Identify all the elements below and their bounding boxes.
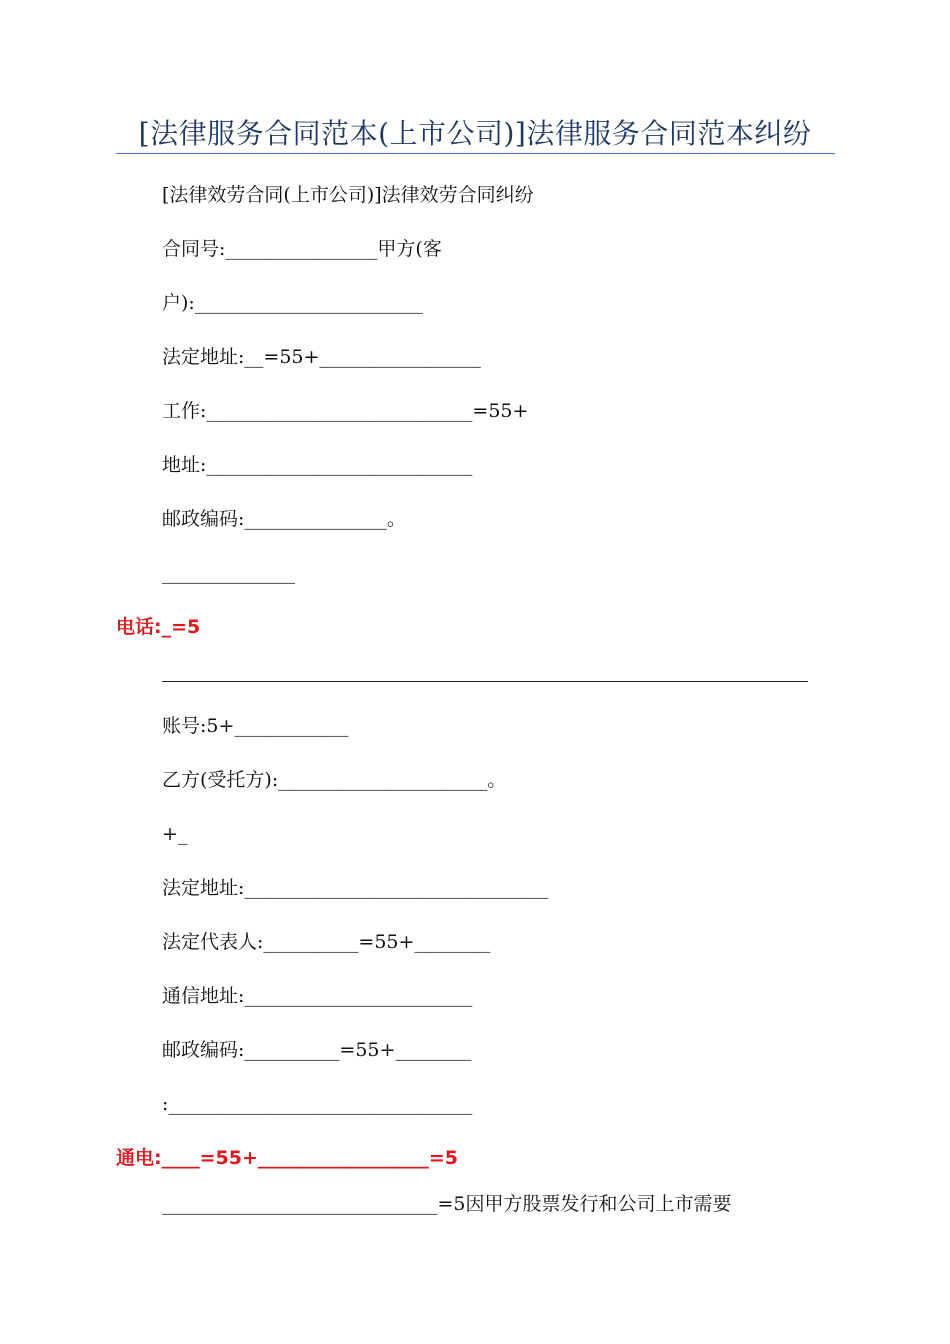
purpose-line: _____________________________=5因甲方股票发行和公司上市需要 [162,1193,732,1215]
contract-number-line: 合同号:________________甲方(客 [162,238,442,260]
blank-line: ______________ [162,562,295,584]
blank-rule [162,681,808,682]
party-b-line: 乙方(受托方):______________________。 [162,769,507,791]
postal-code-b-line: 邮政编码:__________=55+________ [162,1039,472,1061]
legal-representative-line: 法定代表人:__________=55+________ [162,931,491,953]
legal-address-line: 法定地址:__=55+_________________ [162,346,481,368]
plus-line: +_ [162,823,188,845]
work-line: 工作:____________________________=55+ [162,400,529,422]
account-line: 账号:5+____________ [162,715,349,737]
document-title: [法律服务合同范本(上市公司)]法律服务合同范本纠纷 [138,117,812,150]
client-line: 户):________________________ [162,292,423,314]
address-line: 地址:____________________________ [162,454,473,476]
title-underline [116,153,835,154]
telecom-line: 通电:____=55+__________________=5 [116,1147,459,1169]
legal-address-b-line: 法定地址:________________________________ [162,877,549,899]
subtitle-line: [法律效劳合同(上市公司)]法律效劳合同纠纷 [162,184,534,206]
mailing-address-line: 通信地址:________________________ [162,985,473,1007]
postal-code-line: 邮政编码:_______________。 [162,508,406,530]
phone-line: 电话:_=5 [116,616,201,638]
colon-line: :________________________________ [162,1093,473,1115]
